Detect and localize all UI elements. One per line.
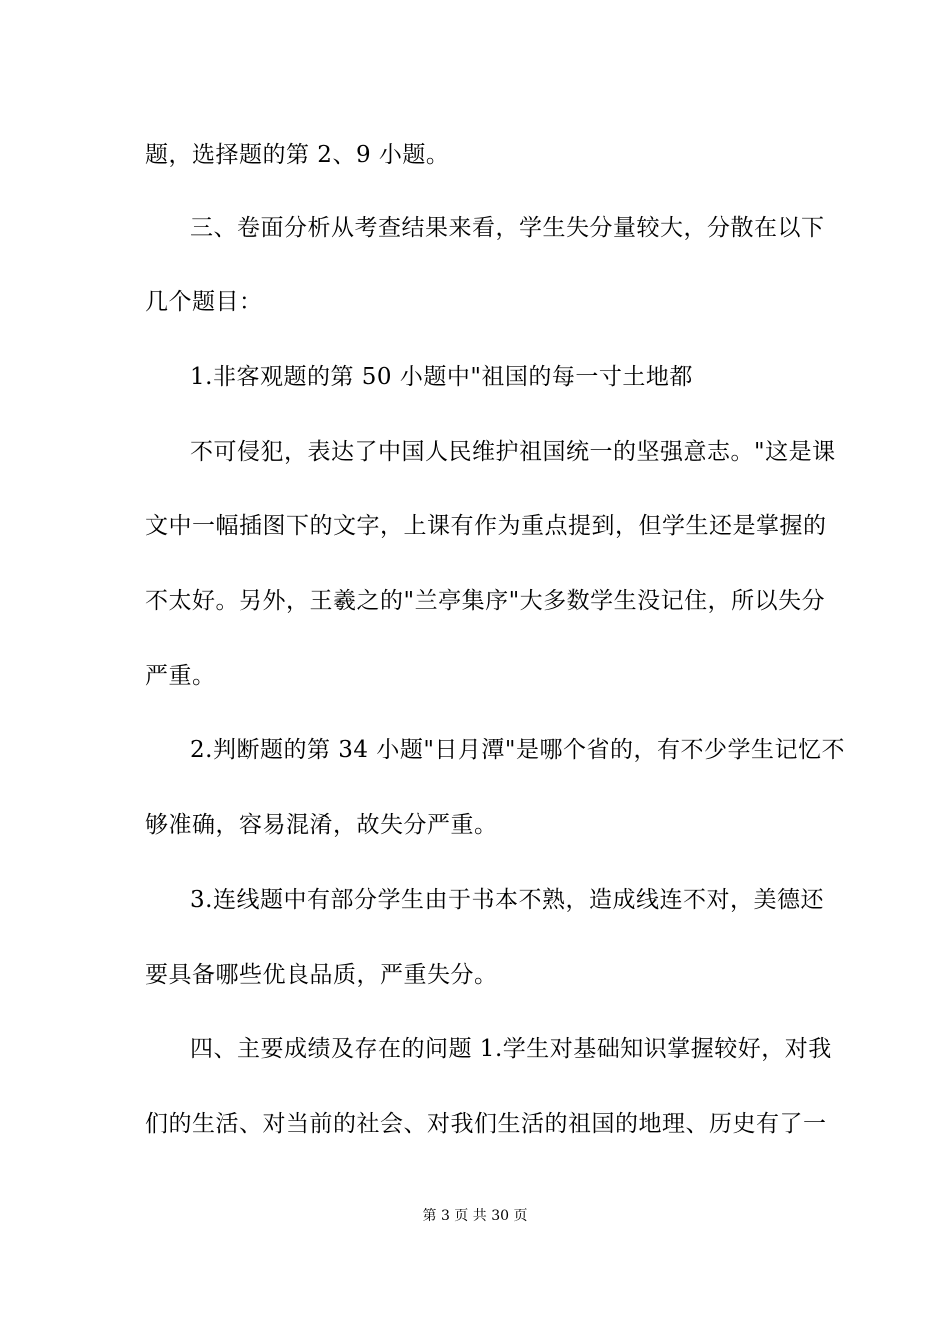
text-line: 不可侵犯，表达了中国人民维护祖国统一的坚强意志。"这是课: [190, 439, 836, 465]
text-line: 要具备哪些优良品质，严重失分。: [145, 962, 498, 988]
text-line: 三、卷面分析从考查结果来看，学生失分量较大，分散在以下: [190, 215, 825, 241]
text-line: 2.判断题的第 34 小题"日月潭"是哪个省的，有不少学生记忆不: [190, 737, 845, 763]
text-line: 1.非客观题的第 50 小题中"祖国的每一寸土地都: [190, 364, 693, 390]
text-line: 题，选择题的第 2、9 小题。: [145, 142, 450, 168]
text-line: 够准确，容易混淆，故失分严重。: [145, 812, 498, 838]
text-line: 不太好。另外，王羲之的"兰亭集序"大多数学生没记住，所以失分: [145, 588, 826, 614]
page-number-footer: 第 3 页 共 30 页: [422, 1208, 528, 1224]
text-line: 几个题目：: [145, 289, 263, 315]
text-line: 3.连线题中有部分学生由于书本不熟，造成线连不对，美德还: [190, 887, 824, 913]
text-line: 严重。: [145, 663, 216, 689]
text-line: 四、主要成绩及存在的问题 1.学生对基础知识掌握较好，对我: [190, 1036, 832, 1062]
text-line: 文中一幅插图下的文字，上课有作为重点提到，但学生还是掌握的: [145, 513, 827, 539]
text-line: 们的生活、对当前的社会、对我们生活的祖国的地理、历史有了一: [145, 1111, 827, 1137]
